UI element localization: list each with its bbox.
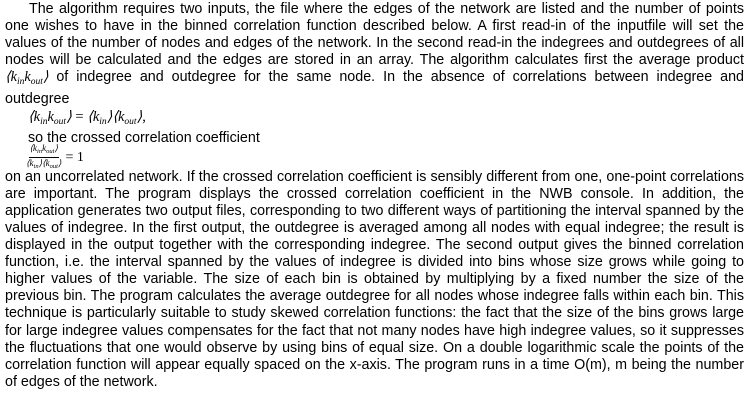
paragraph-intro-text: The algorithm requires two inputs, the file where the edges of the network are listed and the number of points one wishes to have in the binned correlation function described below. A first read-in of the inputfile will set the values of the number of nodes and edges of the network. In the second read-in the indegrees and outdegrees of all nodes will be calculated and the edges are stored in an array. The algorithm calculates first the average product [5,1,744,69]
paragraph-intro-continuation: of indegree and outdegree for the same node. In the absence of correlations between indegree and outdegree [5,69,744,108]
fraction-numerator: $⟨k_{in}k_{out}⟩$ [29,144,59,158]
equation-uncorrelated-product: $⟨k_{in}k_{out}⟩$ = $⟨k_{in}⟩⟨k_{out}⟩$, [28,108,146,127]
equation-rhs: = 1 [65,150,84,166]
equation-crossed-correlation-coefficient [26,143,744,171]
fraction [26,144,61,171]
paragraph-main: on an uncorrelated network. If the crossed correlation coefficient is sensibly different from one, one-point correlations are important. The program displays the crossed correlation coefficient in the NWB console. In addition, the application generates two output files, corresponding to two different ways of partitioning the interval spanned by the values of indegree. In the first output, the outdegree is averaged among all nodes with equal indegree; the result is displayed in the output together with the corresponding indegree. The second output gives the binned correlation function, i.e. the interval spanned by the values of indegree is divided into bins whose size grows while going to higher values of the variable. The size of each bin is obtained by multiplying by a fixed number the size of the previous bin. The program calculates the average outdegree for all nodes whose indegree falls within each bin. This technique is particularly suitable to study skewed correlation functions: the fact that the size of the bins grows large for large indegree values compensates for the fact that not many nodes have high indegree values, so it suppresses the fluctuations that one would observe by using bins of equal size. On a double logarithmic scale the points of the correlation function will appear equally spaced on the x-axis. The program runs in a time O(m), m being the number of edges of the network. [5,168,744,390]
inline-formula-average-product: $⟨k_{in}k_{out}⟩$ [5,69,49,88]
paragraph-intro [5,1,744,109]
fraction-denominator: $⟨k_{in}⟩⟨k_{out}⟩$ [26,158,62,171]
crossed-coefficient-intro: so the crossed correlation coefficient [28,129,260,146]
